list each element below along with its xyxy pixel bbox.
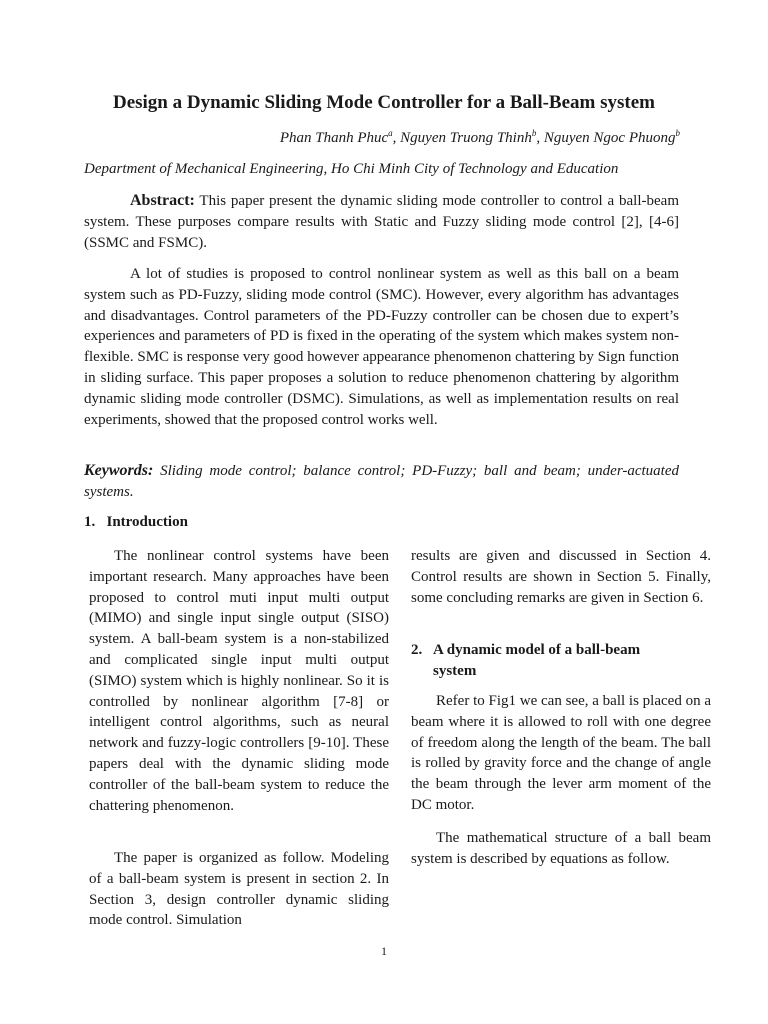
abstract-paragraph xyxy=(84,191,679,253)
keywords-label: Keywords: xyxy=(84,462,154,479)
abstract-label: Abstract: xyxy=(130,192,195,209)
section-2-heading-line-1: A dynamic model of a ball-beam xyxy=(433,642,641,658)
affiliation: Department of Mechanical Engineering, Ho Chi Minh City of Technology and Education xyxy=(84,161,619,177)
page-number: 1 xyxy=(381,944,387,958)
author-affiliation-mark: a xyxy=(388,128,393,138)
author-affiliation-mark: b xyxy=(675,128,680,138)
section-1-paragraph-1: The nonlinear control systems have been important research. Many approaches have been proposed to control muti input multi output (MIMO) and single input single output (SISO) system. A ball-beam system is a non-stabilized and complicated single input multi output (SIMO) system which is highly nonlinear. So it is controlled by nonlinear algorithm [7-8] or intelligent control algorithms, such as neural network and fuzzy-logic controllers [9-10]. These papers deal with the dynamic sliding mode controller of the ball-beam system to reduce the chattering phenomenon. xyxy=(89,548,389,814)
section-1-paragraph-2: The paper is organized as follow. Modeling of a ball-beam system is present in section 2. In Section 3, design controller dynamic sliding mode control. Simulation xyxy=(89,850,389,929)
section-2-paragraph-2: The mathematical structure of a ball beam system is described by equations as follow. xyxy=(411,830,711,867)
author-list: Phan Thanh Phuc$^a$, Nguyen Truong Thinh$^b$, Nguyen Ngoc Phuong$^b$ xyxy=(279,128,680,146)
abstract-paragraph-2: A lot of studies is proposed to control nonlinear system as well as this ball on a beam system such as PD-Fuzzy, sliding mode control (SMC). However, every algorithm has advantages and disadvantages. Control parameters of the PD-Fuzzy controller can be chosen due to expert’s experiences and parameters of PD is fixed in the operating of the system which makes system non-flexible. SMC is response very good however appearance phenomenon chattering by Sign function in sliding surface. This paper proposes a solution to reduce phenomenon chattering by algorithm dynamic sliding mode controller (DSMC). Simulations, as well as implementation results on real experiments, showed that the proposed control works well. xyxy=(84,266,679,428)
author-name: Nguyen Truong Thinh xyxy=(400,130,532,146)
section-2-heading xyxy=(411,640,711,682)
section-1-paragraph-2-continued: results are given and discussed in Section 4. Control results are shown in Section 5. Finally, some concluding remarks are given in Section 6. xyxy=(411,548,711,606)
keywords-paragraph xyxy=(84,461,679,503)
section-2-number: 2. xyxy=(411,642,423,658)
keywords-text: Sliding mode control; balance control; PD-Fuzzy; ball and beam; under-actuated systems. xyxy=(84,463,679,500)
author-affiliation-mark: b xyxy=(531,128,537,138)
section-1-heading: 1. Introduction xyxy=(84,514,188,530)
paper-title: Design a Dynamic Sliding Mode Controller for a Ball-Beam system xyxy=(112,92,655,113)
author-name: Nguyen Ngoc Phuong xyxy=(543,130,676,146)
section-2-paragraph-1: Refer to Fig1 we can see, a ball is placed on a beam where it is allowed to roll with one degree of freedom along the length of the beam. The ball is rolled by gravity force and the change of angle the beam through the lever arm moment of the DC motor. xyxy=(411,693,711,813)
abstract-text: This paper present the dynamic sliding mode controller to control a ball-beam system. These purposes compare results with Static and Fuzzy sliding mode control [2], [4-6] (SSMC and FSMC). xyxy=(84,193,679,251)
author-name: Phan Thanh Phuc xyxy=(279,130,389,146)
section-2-heading-line-2: system xyxy=(433,662,477,679)
